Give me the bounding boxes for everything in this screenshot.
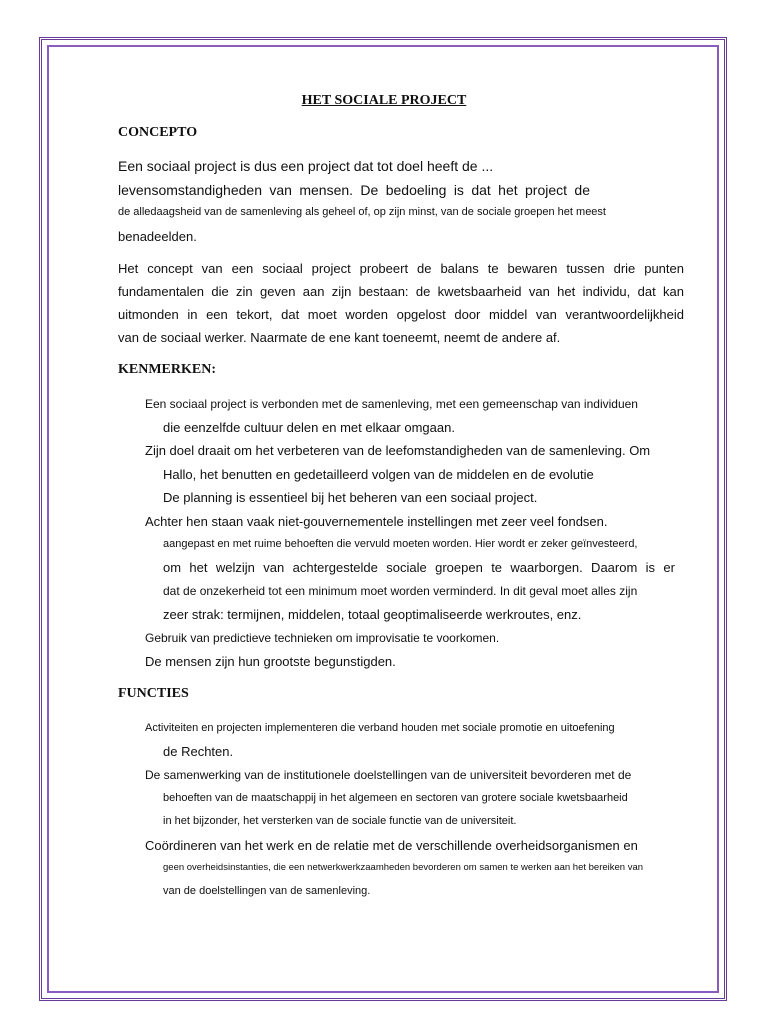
list-item-continuation: die eenzelfde cultuur delen en met elkaar omgaan. [163, 420, 455, 435]
heading-functies: FUNCTIES [118, 686, 189, 701]
concept-line-4: benadeelden. [118, 229, 197, 244]
list-item-continuation: zeer strak: termijnen, middelen, totaal geoptimaliseerde werkroutes, enz. [163, 607, 582, 622]
list-item-continuation: de Rechten. [163, 744, 234, 759]
list-item: Een sociaal project is verbonden met de samenleving, met een gemeenschap van individuen [145, 397, 638, 411]
list-item: De samenwerking van de institutionele doelstellingen van de universiteit bevorderen met de [145, 768, 632, 782]
concept-line-1: Een sociaal project is dus een project dat tot doel heeft de ... [118, 158, 494, 174]
list-item-continuation: van de doelstellingen van de samenleving. [163, 885, 371, 897]
concept2-line-1: Het concept van een sociaal project probeert de balans te bewaren tussen drie punten [118, 261, 684, 276]
list-item: Coördineren van het werk en de relatie met de verschillende overheidsorganismen en [145, 838, 638, 853]
list-item: Zijn doel draait om het verbeteren van de leefomstandigheden van de samenleving. Om [145, 443, 651, 458]
concept-line-3: de alledaagsheid van de samenleving als geheel of, op zijn minst, van de sociale groepen het meest [118, 206, 606, 218]
list-item-continuation: dat de onzekerheid tot een minimum moet worden verminderd. In dit geval moet alles zijn [163, 584, 638, 598]
heading-concepto: CONCEPTO [118, 125, 198, 140]
list-item: De mensen zijn hun grootste begunstigden. [145, 654, 396, 669]
concept2-line-2: fundamentalen die zin geven aan zijn bestaan: de kwetsbaarheid van het individu, dat kan [118, 284, 684, 299]
list-item-continuation: De planning is essentieel bij het beheren van een sociaal project. [163, 490, 538, 505]
list-item: Achter hen staan vaak niet-gouvernementele instellingen met zeer veel fondsen. [145, 514, 608, 529]
concept2-line-4: van de sociaal werker. Naarmate de ene kant toeneemt, neemt de andere af. [118, 330, 561, 345]
list-item: Activiteiten en projecten implementeren die verband houden met sociale promotie en uitoefening [145, 722, 615, 734]
list-item-continuation: Hallo, het benutten en gedetailleerd volgen van de middelen en de evolutie [163, 467, 594, 482]
list-item-continuation: om het welzijn van achtergestelde sociale groepen te waarborgen. Daarom is er [163, 560, 675, 575]
list-item-continuation: aangepast en met ruime behoeften die vervuld moeten worden. Hier wordt er zeker geïnvesteerd, [163, 538, 638, 550]
list-item-continuation: behoeften van de maatschappij in het algemeen en sectoren van grotere sociale kwetsbaarheid [163, 792, 628, 804]
list-item-continuation: in het bijzonder, het versterken van de sociale functie van de universiteit. [163, 815, 517, 827]
heading-kenmerken: KENMERKEN: [118, 362, 216, 377]
concept-line-2: levensomstandigheden van mensen. De bedoeling is dat het project de [118, 182, 590, 198]
page-title: HET SOCIALE PROJECT [301, 93, 467, 108]
concept2-line-3: uitmonden in een tekort, dat moet worden opgelost door middel van verantwoordelijkheid [118, 307, 684, 322]
list-item-continuation: geen overheidsinstanties, die een netwerkwerkzaamheden bevorderen om samen te werken aan het bereiken van [163, 862, 644, 873]
list-item: Gebruik van predictieve technieken om improvisatie te voorkomen. [145, 631, 500, 645]
